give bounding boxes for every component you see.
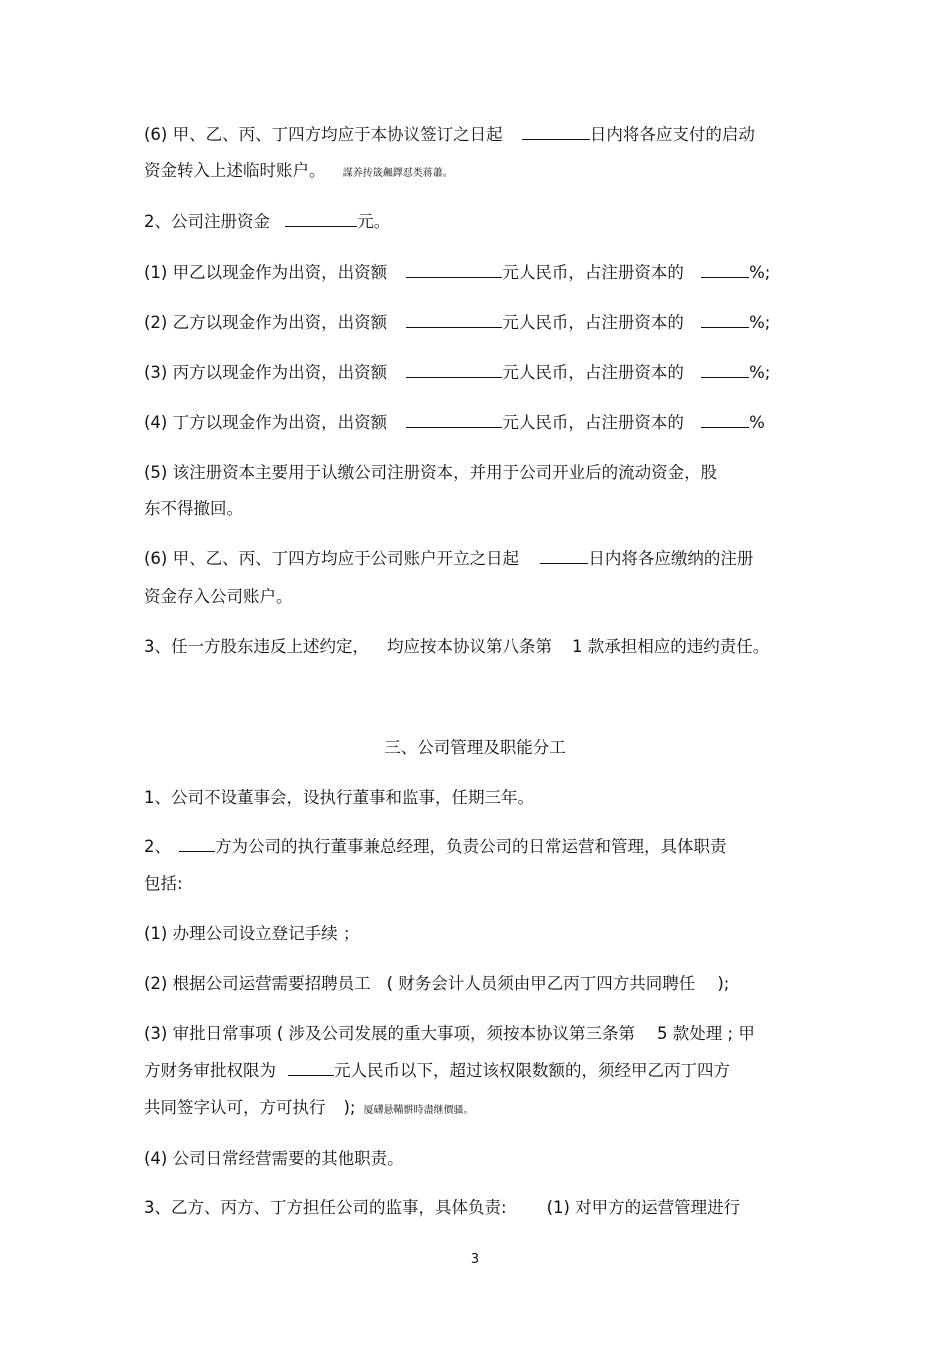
page-number: 3 (470, 1252, 480, 1267)
blank-field[interactable] (406, 362, 502, 378)
para-line: (3) 丙方以现金作为出资，出资额 元人民币，占注册资本的 %; (144, 363, 771, 382)
para-line: (2) 根据公司运营需要招聘员工 ( 财务会计人员须由甲乙丙丁四方共同聘任 ); (144, 974, 730, 993)
para-line: 东不得撤回。 (144, 499, 243, 518)
para-line: (4) 丁方以现金作为出资，出资额 元人民币，占注册资本的 % (144, 413, 765, 432)
blank-field[interactable] (701, 362, 749, 378)
blank-field[interactable] (406, 312, 502, 328)
blank-field[interactable] (406, 412, 502, 428)
blank-field[interactable] (701, 412, 749, 428)
para-line: 包括: (144, 874, 183, 893)
blank-field[interactable] (522, 124, 590, 140)
para-line: 资金转入上述临时账户。 謀养抟筬飆鐸怼类蒋蕭。 (144, 161, 453, 180)
para-line: 资金存入公司账户。 (144, 587, 293, 606)
blank-field[interactable] (701, 262, 749, 278)
para-line: 方财务审批权限为 元人民币以下，超过该权限数额的，须经甲乙丙丁四方 (144, 1061, 730, 1080)
blank-field[interactable] (179, 836, 215, 852)
blank-field[interactable] (285, 211, 357, 227)
para-line: (6) 甲、乙、丙、丁四方均应于本协议签订之日起 日内将各应支付的启动 (144, 125, 755, 144)
para-line: 2、公司注册资金 元。 (144, 212, 391, 231)
para-line: (3) 审批日常事项 ( 涉及公司发展的重大事项，须按本协议第三条第 5 款处理 ; 甲 (144, 1024, 755, 1043)
para-line: (2) 乙方以现金作为出资，出资额 元人民币，占注册资本的 %; (144, 313, 771, 332)
para-line: (1) 办理公司设立登记手续 ； (144, 924, 360, 943)
para-line: 2、 方为公司的执行董事兼总经理，负责公司的日常运营和管理，具体职责 (144, 837, 727, 856)
blank-field[interactable] (701, 312, 749, 328)
para-line: 共同签字认可，方可执行 ); 厦礴悬鞴骿時盡继價骚。 (144, 1098, 474, 1117)
para-line: (4) 公司日常经营需要的其他职责。 (144, 1149, 404, 1168)
para-line: 3、任一方股东违反上述约定， 均应按本协议第八条第 1 款承担相应的违约责任。 (144, 637, 770, 656)
blank-field[interactable] (540, 548, 588, 564)
blank-field[interactable] (406, 262, 502, 278)
section-heading: 三、公司管理及职能分工 (384, 738, 566, 757)
para-line: 1、公司不设董事会，设执行董事和监事，任期三年。 (144, 788, 534, 807)
blank-field[interactable] (288, 1060, 334, 1076)
para-line: (1) 甲乙以现金作为出资，出资额 元人民币，占注册资本的 %; (144, 263, 771, 282)
para-line: (6) 甲、乙、丙、丁四方均应于公司账户开立之日起 日内将各应缴纳的注册 (144, 549, 754, 568)
para-line: (5) 该注册资本主要用于认缴公司注册资本，并用于公司开业后的流动资金，股 (144, 463, 718, 482)
para-line: 3、乙方、丙方、丁方担任公司的监事，具体负责: (1) 对甲方的运营管理进行 (144, 1198, 741, 1217)
